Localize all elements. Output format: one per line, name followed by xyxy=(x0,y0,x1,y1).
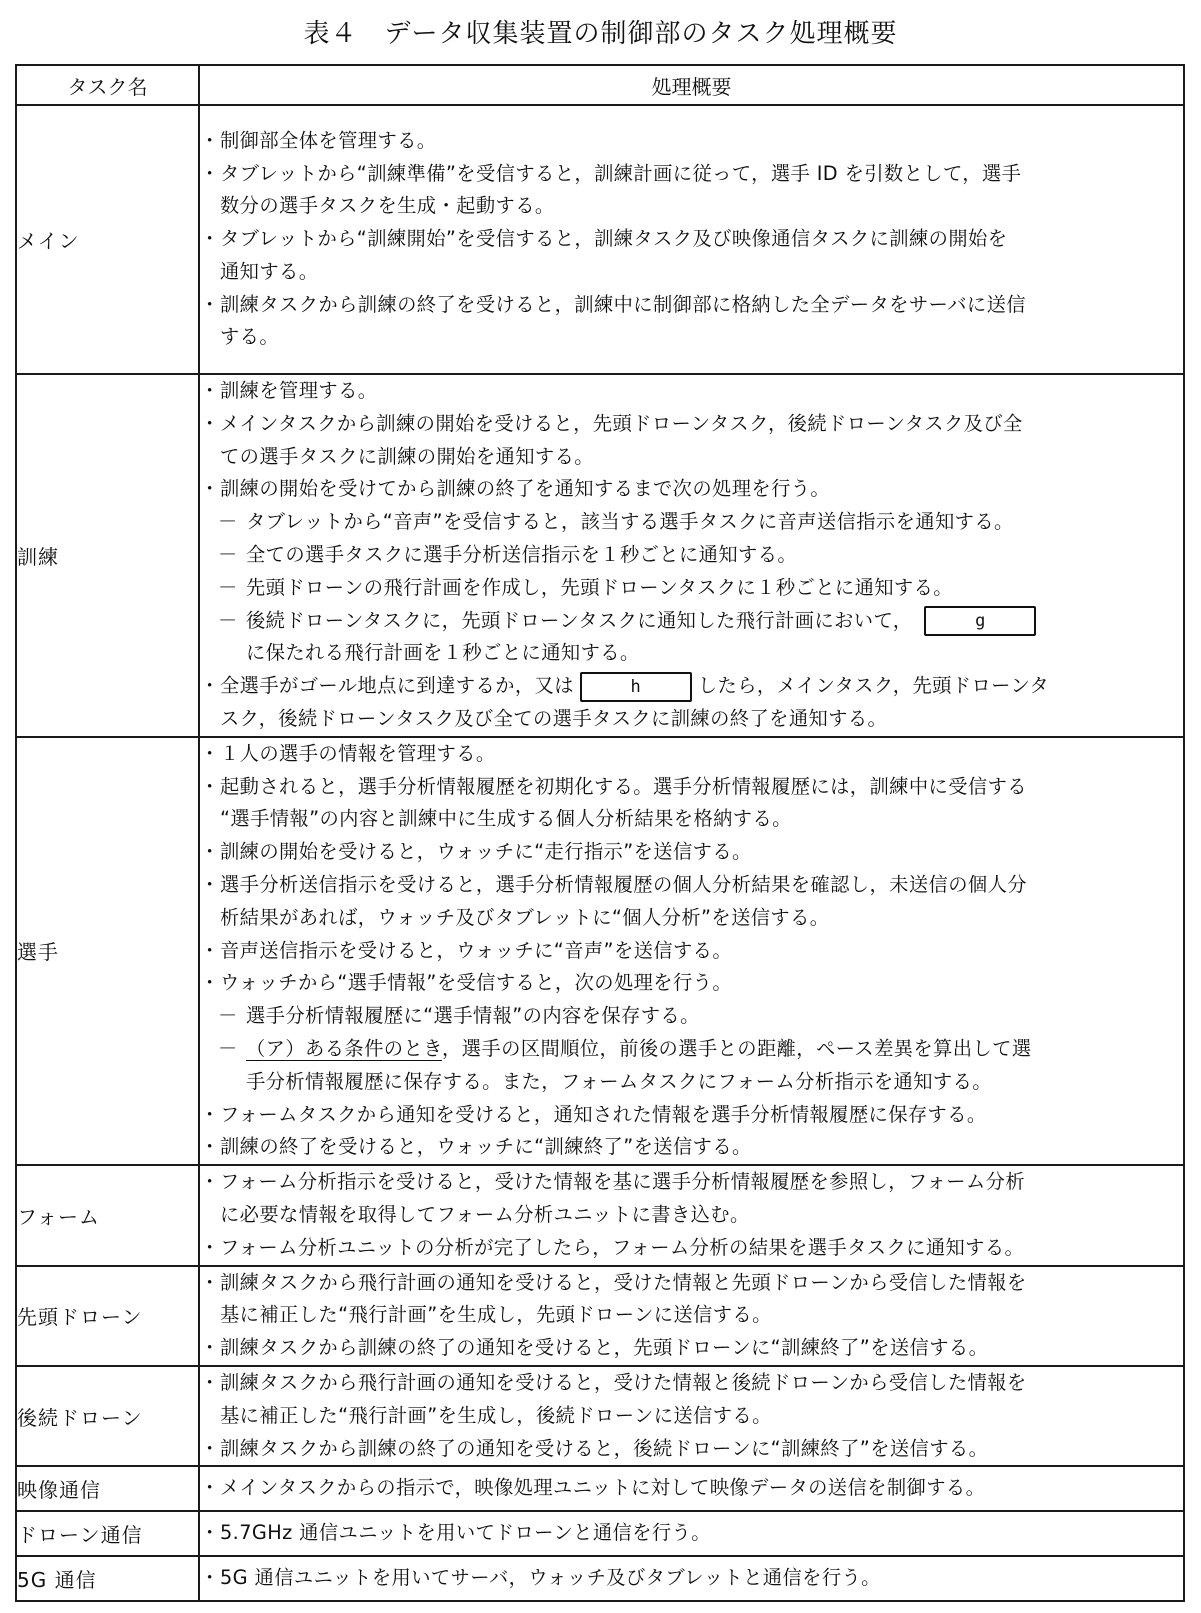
bullet-line: ・ 5G 通信ユニットを用いてサーバ，ウォッチ及びタブレットと通信を行う。 xyxy=(200,1562,1183,1595)
task-row-5g-comm xyxy=(16,1556,1184,1601)
bullet-line: ・ 訓練タスクから訓練の終了を受けると，訓練中に制御部に格納した全データをサーバに送信 xyxy=(200,289,1183,322)
task-row-training xyxy=(16,374,1184,737)
bullet-line: ・ 訓練タスクから訓練の終了の通知を受けると，後続ドローンに“訓練終了”を送信する。 xyxy=(200,1433,1183,1466)
task-name: メイン xyxy=(16,105,199,374)
task-name: 訓練 xyxy=(16,374,199,737)
answer-blank-h: h xyxy=(580,672,692,702)
task-row-video-comm xyxy=(16,1466,1184,1511)
bullet-line: ・ 訓練の開始を受けてから訓練の終了を通知するまで次の処理を行う。 xyxy=(200,473,1183,506)
dash-line: － 選手分析情報履歴に“選手情報”の内容を保存する。 xyxy=(200,1000,1183,1033)
bullet-line: ・ 5.7GHz 通信ユニットを用いてドローンと通信を行う。 xyxy=(200,1517,1183,1550)
task-row-follow-drone xyxy=(16,1366,1184,1466)
bullet-line: ・ １人の選手の情報を管理する。 xyxy=(200,738,1183,771)
underlined-condition: （ア）ある条件のとき xyxy=(246,1036,443,1060)
dash-line: － 全ての選手タスクに選手分析送信指示を１秒ごとに通知する。 xyxy=(200,539,1183,572)
task-name: フォーム xyxy=(16,1165,199,1265)
line-text: 全選手がゴール地点に到達するか，又は xyxy=(220,674,574,698)
header-process-summary: 処理概要 xyxy=(199,65,1184,105)
dash-line xyxy=(200,605,1183,638)
bullet-line: ・ 音声送信指示を受けると，ウォッチに“音声”を送信する。 xyxy=(200,935,1183,968)
task-row-form xyxy=(16,1165,1184,1265)
bullet-line: ・ フォーム分析指示を受けると，受けた情報を基に選手分析情報履歴を参照し，フォーム分析 xyxy=(200,1166,1183,1199)
task-description xyxy=(199,1556,1184,1601)
continuation-line: 基に補正した“飛行計画”を生成し，先頭ドローンに送信する。 xyxy=(220,1303,772,1327)
bullet-line: ・ フォームタスクから通知を受けると，通知された情報を選手分析情報履歴に保存する。 xyxy=(200,1099,1183,1132)
task-row-drone-comm xyxy=(16,1511,1184,1556)
bullet-line: ・ 訓練タスクから飛行計画の通知を受けると，受けた情報と先頭ドローンから受信した情報を xyxy=(200,1267,1183,1300)
task-row-lead-drone xyxy=(16,1266,1184,1366)
continuation-line: 数分の選手タスクを生成・起動する。 xyxy=(220,194,555,218)
bullet-line: ・ ウォッチから“選手情報”を受信すると，次の処理を行う。 xyxy=(200,967,1183,1000)
header-row xyxy=(16,65,1184,105)
task-name: 後続ドローン xyxy=(16,1366,199,1466)
task-description xyxy=(199,1466,1184,1511)
bullet-line: ・ 訓練の終了を受けると，ウォッチに“訓練終了”を送信する。 xyxy=(200,1131,1183,1164)
bullet-line: ・ 訓練を管理する。 xyxy=(200,375,1183,408)
task-name: 選手 xyxy=(16,737,199,1165)
bullet-line: ・ 起動されると，選手分析情報履歴を初期化する。選手分析情報履歴には，訓練中に受信する xyxy=(200,771,1183,804)
task-description xyxy=(199,1165,1184,1265)
continuation-line: “選手情報”の内容と訓練中に生成する個人分析結果を格納する。 xyxy=(220,807,792,831)
dash-line: － タブレットから“音声”を受信すると，該当する選手タスクに音声送信指示を通知する。 xyxy=(200,506,1183,539)
task-description xyxy=(199,1366,1184,1466)
table-title: 表４ データ収集装置の制御部のタスク処理概要 xyxy=(303,19,898,49)
bullet-line: ・ タブレットから“訓練開始”を受信すると，訓練タスク及び映像通信タスクに訓練の開始を xyxy=(200,223,1183,256)
continuation-line: ての選手タスクに訓練の開始を通知する。 xyxy=(220,444,594,468)
dash-line xyxy=(200,1033,1183,1066)
task-table xyxy=(15,64,1185,1602)
dash-line: － 先頭ドローンの飛行計画を作成し，先頭ドローンタスクに１秒ごとに通知する。 xyxy=(200,572,1183,605)
line-text: ，選手の区間順位，前後の選手との距離，ペース差異を算出して選 xyxy=(442,1036,1032,1060)
continuation-line: スク，後続ドローンタスク及び全ての選手タスクに訓練の終了を通知する。 xyxy=(220,706,888,730)
bullet-line: ・ フォーム分析ユニットの分析が完了したら，フォーム分析の結果を選手タスクに通知する。 xyxy=(200,1232,1183,1265)
line-text: 後続ドローンタスクに，先頭ドローンタスクに通知した飛行計画において， xyxy=(246,608,913,632)
line-text: したら，メインタスク，先頭ドローンタ xyxy=(697,674,1050,698)
task-description xyxy=(199,1511,1184,1556)
bullet-line: ・ 訓練タスクから訓練の終了の通知を受けると，先頭ドローンに“訓練終了”を送信する。 xyxy=(200,1332,1183,1365)
task-description xyxy=(199,1266,1184,1366)
task-description xyxy=(199,737,1184,1165)
bullet-line xyxy=(200,670,1183,703)
continuation-line: に保たれる飛行計画を１秒ごとに通知する。 xyxy=(246,641,640,665)
bullet-line: ・ タブレットから“訓練準備”を受信すると，訓練計画に従って，選手 ID を引数として，選手 xyxy=(200,158,1183,191)
bullet-line: ・ 訓練の開始を受けると，ウォッチに“走行指示”を送信する。 xyxy=(200,836,1183,869)
bullet-line: ・ 訓練タスクから飛行計画の通知を受けると，受けた情報と後続ドローンから受信した情報を xyxy=(200,1367,1183,1400)
continuation-line: 通知する。 xyxy=(220,259,319,283)
task-name: ドローン通信 xyxy=(16,1511,199,1556)
continuation-line: に必要な情報を取得してフォーム分析ユニットに書き込む。 xyxy=(220,1202,750,1226)
task-name: 先頭ドローン xyxy=(16,1266,199,1366)
continuation-line: する。 xyxy=(220,325,280,349)
task-description xyxy=(199,105,1184,374)
header-task-name: タスク名 xyxy=(16,65,199,105)
bullet-line: ・ メインタスクから訓練の開始を受けると，先頭ドローンタスク，後続ドローンタスク及び全 xyxy=(200,408,1183,441)
task-name: 映像通信 xyxy=(16,1466,199,1511)
continuation-line: 析結果があれば，ウォッチ及びタブレットに“個人分析”を送信する。 xyxy=(220,905,830,929)
continuation-line: 手分析情報履歴に保存する。また，フォームタスクにフォーム分析指示を通知する。 xyxy=(246,1069,992,1093)
continuation-line: 基に補正した“飛行計画”を生成し，後続ドローンに送信する。 xyxy=(220,1403,772,1427)
task-row-athlete xyxy=(16,737,1184,1165)
bullet-line: ・ 制御部全体を管理する。 xyxy=(200,125,1183,158)
task-row-main xyxy=(16,105,1184,374)
bullet-line: ・ 選手分析送信指示を受けると，選手分析情報履歴の個人分析結果を確認し，未送信の個人分 xyxy=(200,869,1183,902)
bullet-line: ・ メインタスクからの指示で，映像処理ユニットに対して映像データの送信を制御する。 xyxy=(200,1472,1183,1505)
task-name: 5G 通信 xyxy=(16,1556,199,1601)
answer-blank-g: g xyxy=(924,606,1036,636)
task-description xyxy=(199,374,1184,737)
